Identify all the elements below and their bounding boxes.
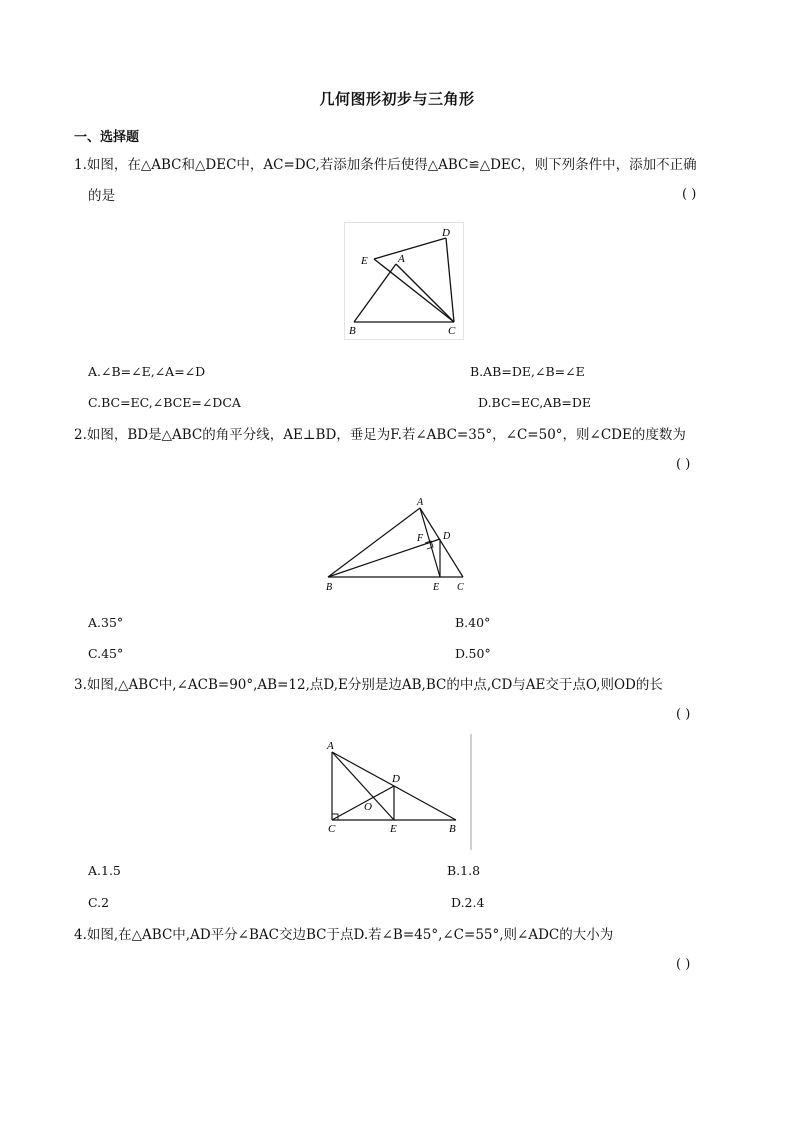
q1-stem-line2: 的是 <box>88 188 115 204</box>
q1-label-E: E <box>361 255 368 267</box>
q1-stem-line1: 1.如图，在△ABC和△DEC中，AC=DC,若添加条件后使得△ABC≌△DEC，则下列条件中，添加不正确 <box>74 157 697 173</box>
q4-answer-paren: ( ) <box>676 957 691 972</box>
q3-stem-line1: 3.如图,△ABC中,∠ACB=90°,AB=12,点D,E分别是边AB,BC的中点,CD与AE交于点O,则OD的长 <box>74 677 663 693</box>
q2-label-E: E <box>433 582 440 593</box>
q2-label-A: A <box>417 497 424 508</box>
q1-option-c: C.BC=EC,∠BCE=∠DCA <box>88 395 241 410</box>
q2-seg-BD <box>328 539 440 577</box>
q2-seg-BA <box>328 508 420 577</box>
q3-label-B: B <box>449 823 456 835</box>
q2-option-c: C.45° <box>88 646 124 661</box>
q1-label-C: C <box>448 325 456 337</box>
q3-label-E: E <box>390 823 397 835</box>
page-title: 几何图形初步与三角形 <box>319 90 475 108</box>
q2-label-B: B <box>326 582 333 593</box>
q2-stem-line1: 2.如图，BD是△ABC的角平分线，AE⊥BD，垂足为F.若∠ABC=35°，∠C=50°，则∠CDE的度数为 <box>74 427 686 443</box>
q2-label-C: C <box>457 582 464 593</box>
q3-option-c: C.2 <box>88 895 110 910</box>
q3-label-A: A <box>327 740 334 752</box>
q1-seg-DC <box>446 238 454 322</box>
q1-label-D: D <box>442 227 450 239</box>
q3-answer-paren: ( ) <box>676 707 691 722</box>
q1-figure <box>344 222 464 340</box>
q3-seg-CD <box>332 786 394 820</box>
q3-label-D: D <box>392 773 400 785</box>
q3-figure <box>322 734 474 852</box>
q2-option-d: D.50° <box>455 646 491 661</box>
q2-option-b: B.40° <box>455 615 491 630</box>
q3-option-d: D.2.4 <box>451 895 485 910</box>
section-heading: 一、选择题 <box>74 130 140 145</box>
q1-seg-BA <box>354 264 396 322</box>
q3-seg-AE <box>332 752 394 820</box>
q3-option-a: A.1.5 <box>88 863 121 878</box>
q1-seg-AC <box>396 264 454 322</box>
q2-label-F: F <box>417 533 424 544</box>
q3-option-b: B.1.8 <box>447 863 481 878</box>
q3-label-O: O <box>364 801 372 813</box>
q4-stem-line1: 4.如图,在△ABC中,AD平分∠BAC交边BC于点D.若∠B=45°,∠C=55°,则∠ADC的大小为 <box>74 927 614 943</box>
q2-option-a: A.35° <box>88 615 124 630</box>
q1-label-B: B <box>349 325 356 337</box>
q2-label-D: D <box>443 531 451 542</box>
q1-option-d: D.BC=EC,AB=DE <box>478 395 592 410</box>
q2-answer-paren: ( ) <box>676 457 691 472</box>
q2-figure <box>322 494 472 594</box>
q1-option-a: A.∠B=∠E,∠A=∠D <box>88 364 206 379</box>
q1-label-A: A <box>398 253 405 265</box>
q1-seg-ED <box>374 238 446 259</box>
q1-seg-EC <box>374 259 454 322</box>
q1-option-b: B.AB=DE,∠B=∠E <box>470 364 585 379</box>
q1-answer-paren: ( ) <box>682 187 697 202</box>
q3-label-C: C <box>328 823 336 835</box>
